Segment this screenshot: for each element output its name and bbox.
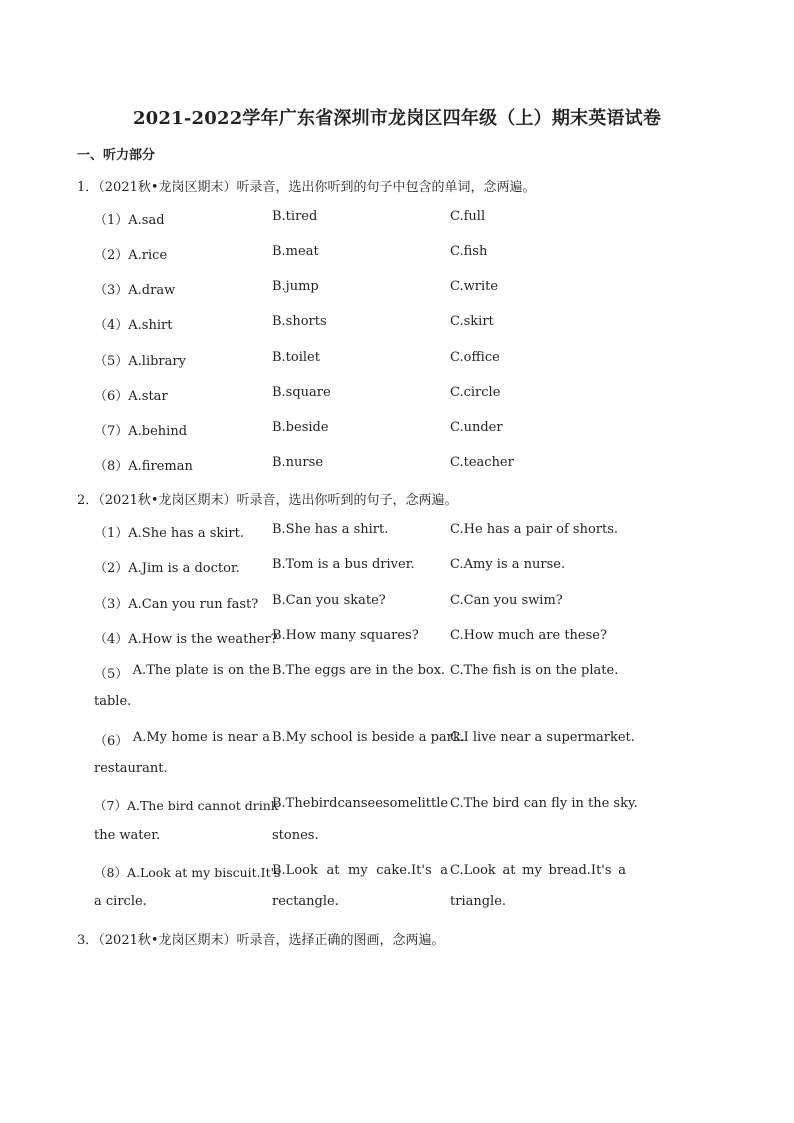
option-a: （1）A.sad: [94, 213, 165, 228]
option-c: C.Can you swim?: [450, 593, 563, 608]
option-c: C.fish: [450, 244, 488, 259]
word: my: [522, 863, 542, 878]
option-b: B.Can you skate?: [272, 593, 386, 608]
option-b: B.tired: [272, 209, 318, 224]
word: can: [337, 796, 361, 811]
word: the: [248, 663, 270, 678]
word: near: [227, 730, 258, 745]
q2-item-8-option-b-cont: rectangle.: [272, 894, 339, 909]
word: bread.It's: [548, 863, 612, 878]
option-c: C.skirt: [450, 314, 494, 329]
q2-item-8-option-c-cont: triangle.: [450, 894, 507, 909]
q2-item-7-option-a-cont: the water.: [94, 828, 161, 843]
q1-item-5: [0, 350, 794, 368]
q2-item-7-option-b-cont: stones.: [272, 828, 319, 843]
option-b: B.nurse: [272, 455, 324, 470]
q1-item-3: [0, 279, 794, 297]
option-a: （3）A.Can you run fast?: [94, 597, 259, 612]
word: at: [502, 863, 516, 878]
q1-item-2: [0, 244, 794, 262]
word: （5）: [94, 667, 129, 682]
option-a: （2）A.Jim is a doctor.: [94, 561, 240, 576]
q2-item-6-option-a-cont: restaurant.: [94, 761, 168, 776]
word: my: [348, 863, 368, 878]
option-a: （1）A.She has a skirt.: [94, 526, 244, 541]
word: a: [262, 730, 270, 745]
word: B.The: [272, 796, 311, 811]
option-a: （2）A.rice: [94, 248, 168, 263]
option-c: C.full: [450, 209, 486, 224]
option-a: （3）A.draw: [94, 283, 176, 298]
option-b: B.Tom is a bus driver.: [272, 557, 415, 572]
word: bird: [310, 796, 338, 811]
word: plate: [175, 663, 209, 678]
q1-item-8: [0, 455, 794, 473]
word: on: [228, 663, 245, 678]
word: is: [212, 730, 224, 745]
q2-item-5-option-b: B.The eggs are in the box.: [272, 663, 446, 678]
q2-item-8-option-a-cont: a circle.: [94, 894, 147, 909]
option-b: B.meat: [272, 244, 319, 259]
question-1-header: 1．（2021秋•龙岗区期末）听录音，选出你听到的句子中包含的单词，念两遍。: [77, 180, 536, 195]
option-c: C.office: [450, 350, 500, 365]
option-c: C.circle: [450, 385, 501, 400]
word: at: [326, 863, 340, 878]
q2-item-2: [0, 557, 794, 575]
q2-item-5-option-c: C.The fish is on the plate.: [450, 663, 619, 678]
word: is: [212, 663, 224, 678]
option-b: B.square: [272, 385, 331, 400]
option-a: （4）A.shirt: [94, 318, 173, 333]
word: A.The: [132, 663, 171, 678]
q2-item-4: [0, 628, 794, 646]
q2-item-7-option-c: C.The bird can fly in the sky.: [450, 796, 638, 811]
option-b: B.beside: [272, 420, 329, 435]
q2-item-8-option-b: [272, 863, 448, 878]
question-3-header: 3．（2021秋•龙岗区期末）听录音，选择正确的图画，念两遍。: [77, 933, 445, 948]
option-a: （8）A.fireman: [94, 459, 193, 474]
option-c: C.write: [450, 279, 499, 294]
q1-item-4: [0, 314, 794, 332]
word: little: [417, 796, 449, 811]
option-c: C.Amy is a nurse.: [450, 557, 566, 572]
question-2-header: 2．（2021秋•龙岗区期末）听录音，选出你听到的句子，念两遍。: [77, 493, 458, 508]
q1-item-6: [0, 385, 794, 403]
word: home: [171, 730, 208, 745]
q2-item-8-option-c: [450, 863, 626, 878]
word: （6）: [94, 734, 129, 749]
word: some: [382, 796, 418, 811]
word: a: [618, 863, 626, 878]
section-heading: 一、听力部分: [77, 148, 156, 163]
word: see: [360, 796, 383, 811]
option-c: C.He has a pair of shorts.: [450, 522, 619, 537]
q2-item-1: [0, 522, 794, 540]
q2-item-6-option-c: C.I live near a supermarket.: [450, 730, 635, 745]
q1-item-7: [0, 420, 794, 438]
option-c: C.under: [450, 420, 503, 435]
q2-item-5-option-a: [94, 663, 270, 682]
option-a: （6）A.star: [94, 389, 168, 404]
word: a: [440, 863, 448, 878]
page-title: 2021-2022学年广东省深圳市龙岗区四年级（上）期末英语试卷: [132, 108, 662, 129]
q2-item-7-option-b: [272, 796, 448, 811]
option-b: B.She has a shirt.: [272, 522, 389, 537]
q2-item-6-option-b: B.My school is beside a park.: [272, 730, 465, 745]
option-b: B.toilet: [272, 350, 320, 365]
word: cake.It's: [376, 863, 432, 878]
option-a: （5）A.library: [94, 354, 186, 369]
option-c: C.How much are these?: [450, 628, 607, 643]
option-a: （7）A.behind: [94, 424, 188, 439]
option-b: B.jump: [272, 279, 319, 294]
q1-item-1: [0, 209, 794, 227]
option-c: C.teacher: [450, 455, 514, 470]
word: B.Look: [272, 863, 318, 878]
option-b: B.How many squares?: [272, 628, 419, 643]
option-b: B.shorts: [272, 314, 327, 329]
word: A.My: [132, 730, 167, 745]
q2-item-3: [0, 593, 794, 611]
q2-item-5-option-a-cont: table.: [94, 694, 132, 709]
q2-item-7-option-a: （7）A.The bird cannot drink: [94, 798, 279, 813]
word: C.Look: [450, 863, 496, 878]
option-a: （4）A.How is the weather?: [94, 632, 278, 647]
q2-item-8-option-a: （8）A.Look at my biscuit.It's: [94, 865, 281, 880]
q2-item-6-option-a: [94, 730, 270, 749]
